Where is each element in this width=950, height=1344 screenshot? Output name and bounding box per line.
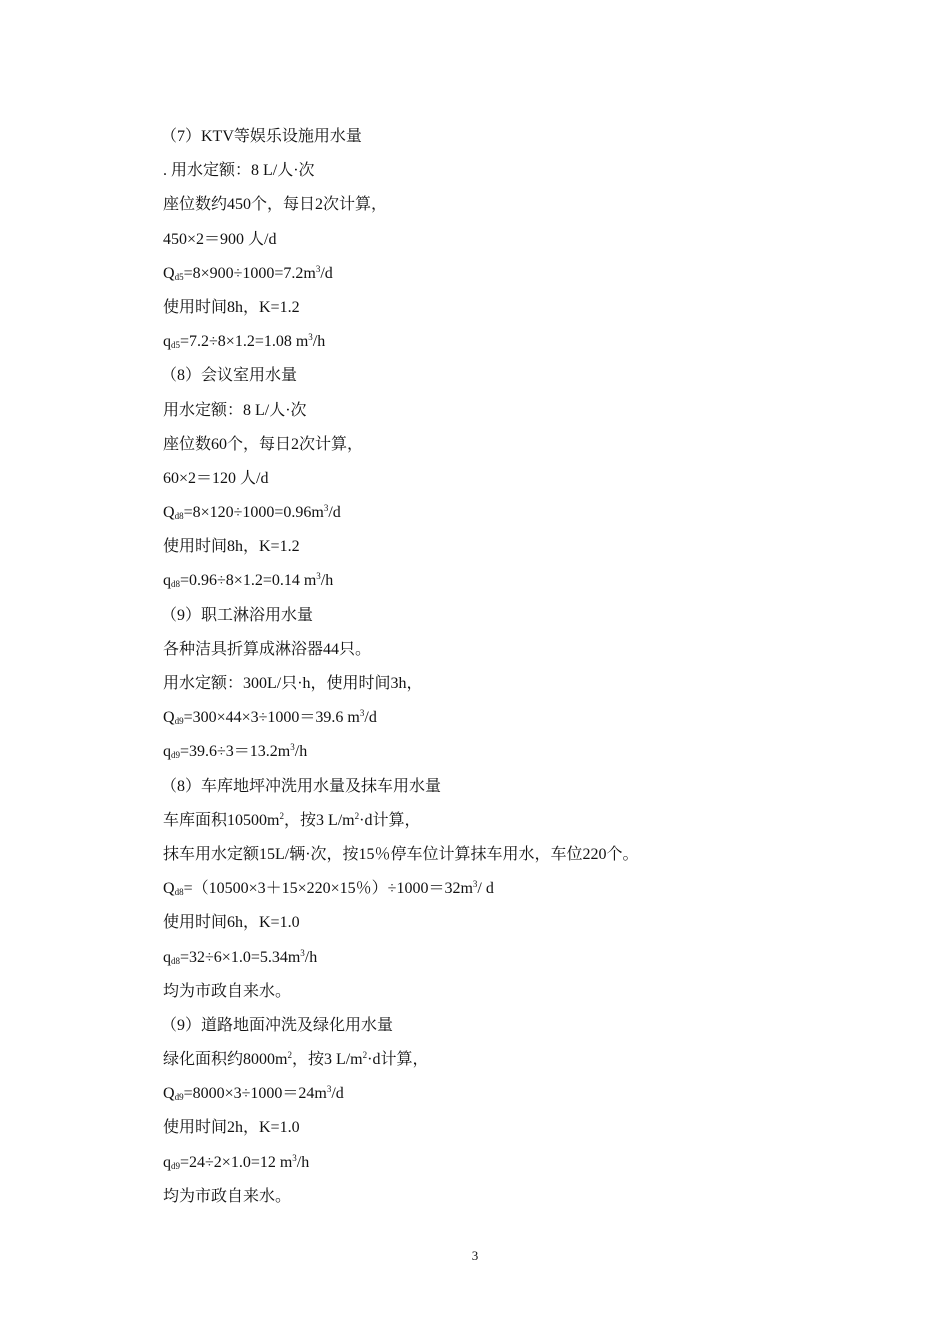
heading-text: （8）车库地坪冲洗用水量及抹车用水量 xyxy=(161,777,442,795)
heading-road-greening-water xyxy=(161,1013,723,1047)
formula-line xyxy=(163,739,723,773)
heading-meeting-room-water xyxy=(161,363,723,397)
text-line xyxy=(163,1184,723,1218)
formula-line xyxy=(163,568,723,602)
heading-text: （9）道路地面冲洗及绿化用水量 xyxy=(161,1016,394,1034)
formula: $q_{d8}=0.96\div 8\times 1.2=0.14$ $m^3/h$ xyxy=(163,571,334,590)
formula: $q_{d8}=32\div 6\times 1.0=5.34m^3/h$ xyxy=(163,947,318,966)
text-line xyxy=(163,158,723,192)
text-line xyxy=(163,295,723,329)
text-line xyxy=(163,432,723,466)
formula: $Q_{d5}=8\times 900\div 1000=7.2m^3/d$ xyxy=(163,263,333,282)
text-line xyxy=(163,637,723,671)
text: 使用时间8h，K=1.2 xyxy=(163,298,300,316)
text-line xyxy=(163,534,723,568)
text: 60×2＝120 人/d xyxy=(163,469,269,487)
formula-line xyxy=(163,705,723,739)
text: 450×2＝900 人/d xyxy=(163,230,277,248)
text-line xyxy=(163,192,723,226)
heading-staff-shower-water xyxy=(161,603,723,637)
text-line xyxy=(163,842,723,876)
formula: $Q_{d8}=8\times 120\div 1000=0.96m^3/d$ xyxy=(163,503,341,522)
formula-line xyxy=(163,1150,723,1184)
text: 使用时间6h，K=1.0 xyxy=(163,914,300,932)
text-line xyxy=(163,979,723,1013)
formula-line xyxy=(163,1081,723,1115)
text-line xyxy=(163,466,723,500)
text-line xyxy=(163,227,723,261)
text: 抹车用水定额15L/辆·次，按15％停车位计算抹车用水，车位220个。 xyxy=(163,845,639,863)
page-number: 3 xyxy=(471,1248,479,1263)
text: 均为市政自来水。 xyxy=(163,1187,292,1205)
text-line xyxy=(163,808,723,842)
heading-text: （9）职工淋浴用水量 xyxy=(161,606,314,624)
heading-text: （7）KTV等娱乐设施用水量 xyxy=(161,128,362,145)
text: 各种洁具折算成淋浴器44只。 xyxy=(163,640,372,658)
formula: $q_{d9}=24\div 2\times 1.0=12$ $m^3/h$ xyxy=(163,1152,310,1171)
formula-line xyxy=(163,329,723,363)
formula-line xyxy=(163,945,723,979)
text: 座位数60个，每日2次计算， xyxy=(163,435,364,453)
text: 使用时间8h，K=1.2 xyxy=(163,538,300,556)
formula: $Q_{d9}=300\times 44\times 3\div 1000=39.6$ $m^3/d$ xyxy=(163,708,377,727)
heading-garage-washing-water xyxy=(161,774,723,808)
text-line xyxy=(163,1115,723,1149)
text-line xyxy=(163,398,723,432)
text: 车库面积$10500m^2$，按3 $L/m^2\cdot d$计算， xyxy=(163,810,421,829)
formula: $q_{d9}=39.6\div 3=13.2m^3/h$ xyxy=(163,742,308,761)
formula-line xyxy=(163,261,723,295)
formula-line xyxy=(163,876,723,910)
formula: $Q_{d8}=(10500\times 3+15\times 220\times 15$％）$\div 1000=32m^3/$ d xyxy=(163,879,494,898)
text: . 用水定额：8 L/人·次 xyxy=(163,162,315,180)
formula: $Q_{d9}=8000\times 3\div 1000=24m^3/d$ xyxy=(163,1084,344,1103)
heading-ktv-water xyxy=(161,124,723,158)
formula-line xyxy=(163,500,723,534)
text-line xyxy=(163,910,723,944)
formula: $q_{d5}=7.2\div 8\times 1.2=1.08$ $m^3/h$ xyxy=(163,332,326,351)
text-line xyxy=(163,671,723,705)
text: 用水定额：300L/只·h，使用时间3h， xyxy=(163,675,423,692)
text: 座位数约450个，每日2次计算， xyxy=(163,196,388,214)
heading-text: （8）会议室用水量 xyxy=(161,367,298,385)
text-line xyxy=(163,1047,723,1081)
page-body xyxy=(163,124,723,1218)
text: 使用时间2h，K=1.0 xyxy=(163,1119,300,1137)
text: 用水定额：8 L/人·次 xyxy=(163,401,307,419)
text: 均为市政自来水。 xyxy=(163,982,292,1000)
text: 绿化面积约$8000m^2$，按3 $L/m^2\cdot d$计算， xyxy=(163,1050,429,1069)
